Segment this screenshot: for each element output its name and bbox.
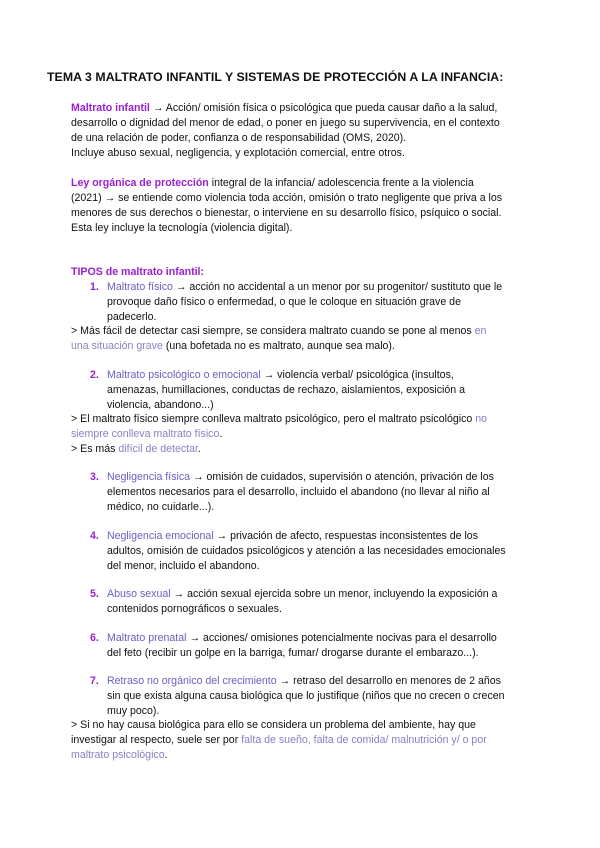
list-item: 3. Negligencia física → omisión de cuidados, supervisión o atención, privación de los elementos necesarios para el desarrollo, incluido el abandono (no llevar al niño al médico, no cuidarle...). bbox=[90, 471, 494, 513]
list-item: 7. Retraso no orgánico del crecimiento → retraso del desarrollo en menores de 2 años sin que exista alguna causa biológica que lo justifique (niños que no crecen o crecen muy poco). bbox=[90, 675, 505, 717]
maltrato-paragraph: Maltrato infantil → Acción/ omisión física o psicológica que pueda causar daño a la salud, desarrollo o dignidad del menor de edad, o poner en juego su supervivencia, en el contexto de una relación de poder, confianza o de responsabilidad (OMS, 2020). Incluye abuso sexual, negligencia, y explotación comercial, entre otros. bbox=[71, 102, 500, 159]
item-term: Abuso sexual bbox=[107, 588, 171, 600]
list-item: 4. Negligencia emocional → privación de afecto, respuestas inconsistentes de los adultos, omisión de cuidados psicológicos y atención a las necesidades emocionales del menor, incluido el abandono. bbox=[90, 530, 506, 572]
list-item: 2. Maltrato psicológico o emocional → violencia verbal/ psicológica (insultos, amenazas, humillaciones, conductas de rechazo, aislamientos, exposición a violencia, abandono...) bbox=[90, 369, 466, 411]
list-item: 6. Maltrato prenatal → acciones/ omisiones potencialmente nocivas para el desarrollo del feto (recibir un golpe en la barriga, fumar/ drogarse durante el embarazo...). bbox=[90, 632, 497, 659]
item-term: Negligencia física bbox=[107, 471, 191, 483]
tipos-heading: TIPOS de maltrato infantil: bbox=[71, 266, 205, 278]
list-item: 1. Maltrato físico → acción no accidental a un menor por su progenitor/ sustituto que le provoque daño físico o enfermedad, o que le coloque en situación grave de padecerlo. bbox=[90, 281, 503, 323]
item-term: Maltrato psicológico o emocional bbox=[107, 369, 261, 381]
item-term: Negligencia emocional bbox=[107, 530, 214, 542]
note-1: > Más fácil de detectar casi siempre, se considera maltrato cuando se pone al menos en una situación grave (una bofetada no es maltrato, aunque sea malo). bbox=[71, 325, 487, 352]
ley-term: Ley orgánica de protección bbox=[71, 177, 209, 189]
page-title: TEMA 3 MALTRATO INFANTIL Y SISTEMAS DE PROTECCIÓN A LA INFANCIA: bbox=[47, 70, 504, 84]
item-term: Maltrato físico bbox=[107, 281, 173, 293]
list-item: 5. Abuso sexual → acción sexual ejercida sobre un menor, incluyendo la exposición a contenidos pornográficos o sexuales. bbox=[90, 588, 498, 615]
maltrato-term: Maltrato infantil bbox=[71, 102, 150, 114]
item-term: Retraso no orgánico del crecimiento bbox=[107, 675, 277, 687]
ley-paragraph: Ley orgánica de protección integral de la infancia/ adolescencia frente a la violencia (2021) → se entiende como violencia toda acción, omisión o trato negligente que priva a los menores de sus derechos o bienestar, o interviene en su desarrollo físico, psíquico o social. Esta ley incluye la tecnología (violencia digital). bbox=[71, 177, 503, 234]
note-2: > El maltrato físico siempre conlleva maltrato psicológico, pero el maltrato psicológico no siempre conlleva maltrato físico. > Es más difícil de detectar. bbox=[71, 413, 488, 455]
item-term: Maltrato prenatal bbox=[107, 632, 187, 644]
note-4: > Si no hay causa biológica para ello se considera un problema del ambiente, hay que investigar al respecto, suele ser por falta de sueño, falta de comida/ malnutrición y/ o por maltrato psicológico. bbox=[71, 719, 487, 761]
